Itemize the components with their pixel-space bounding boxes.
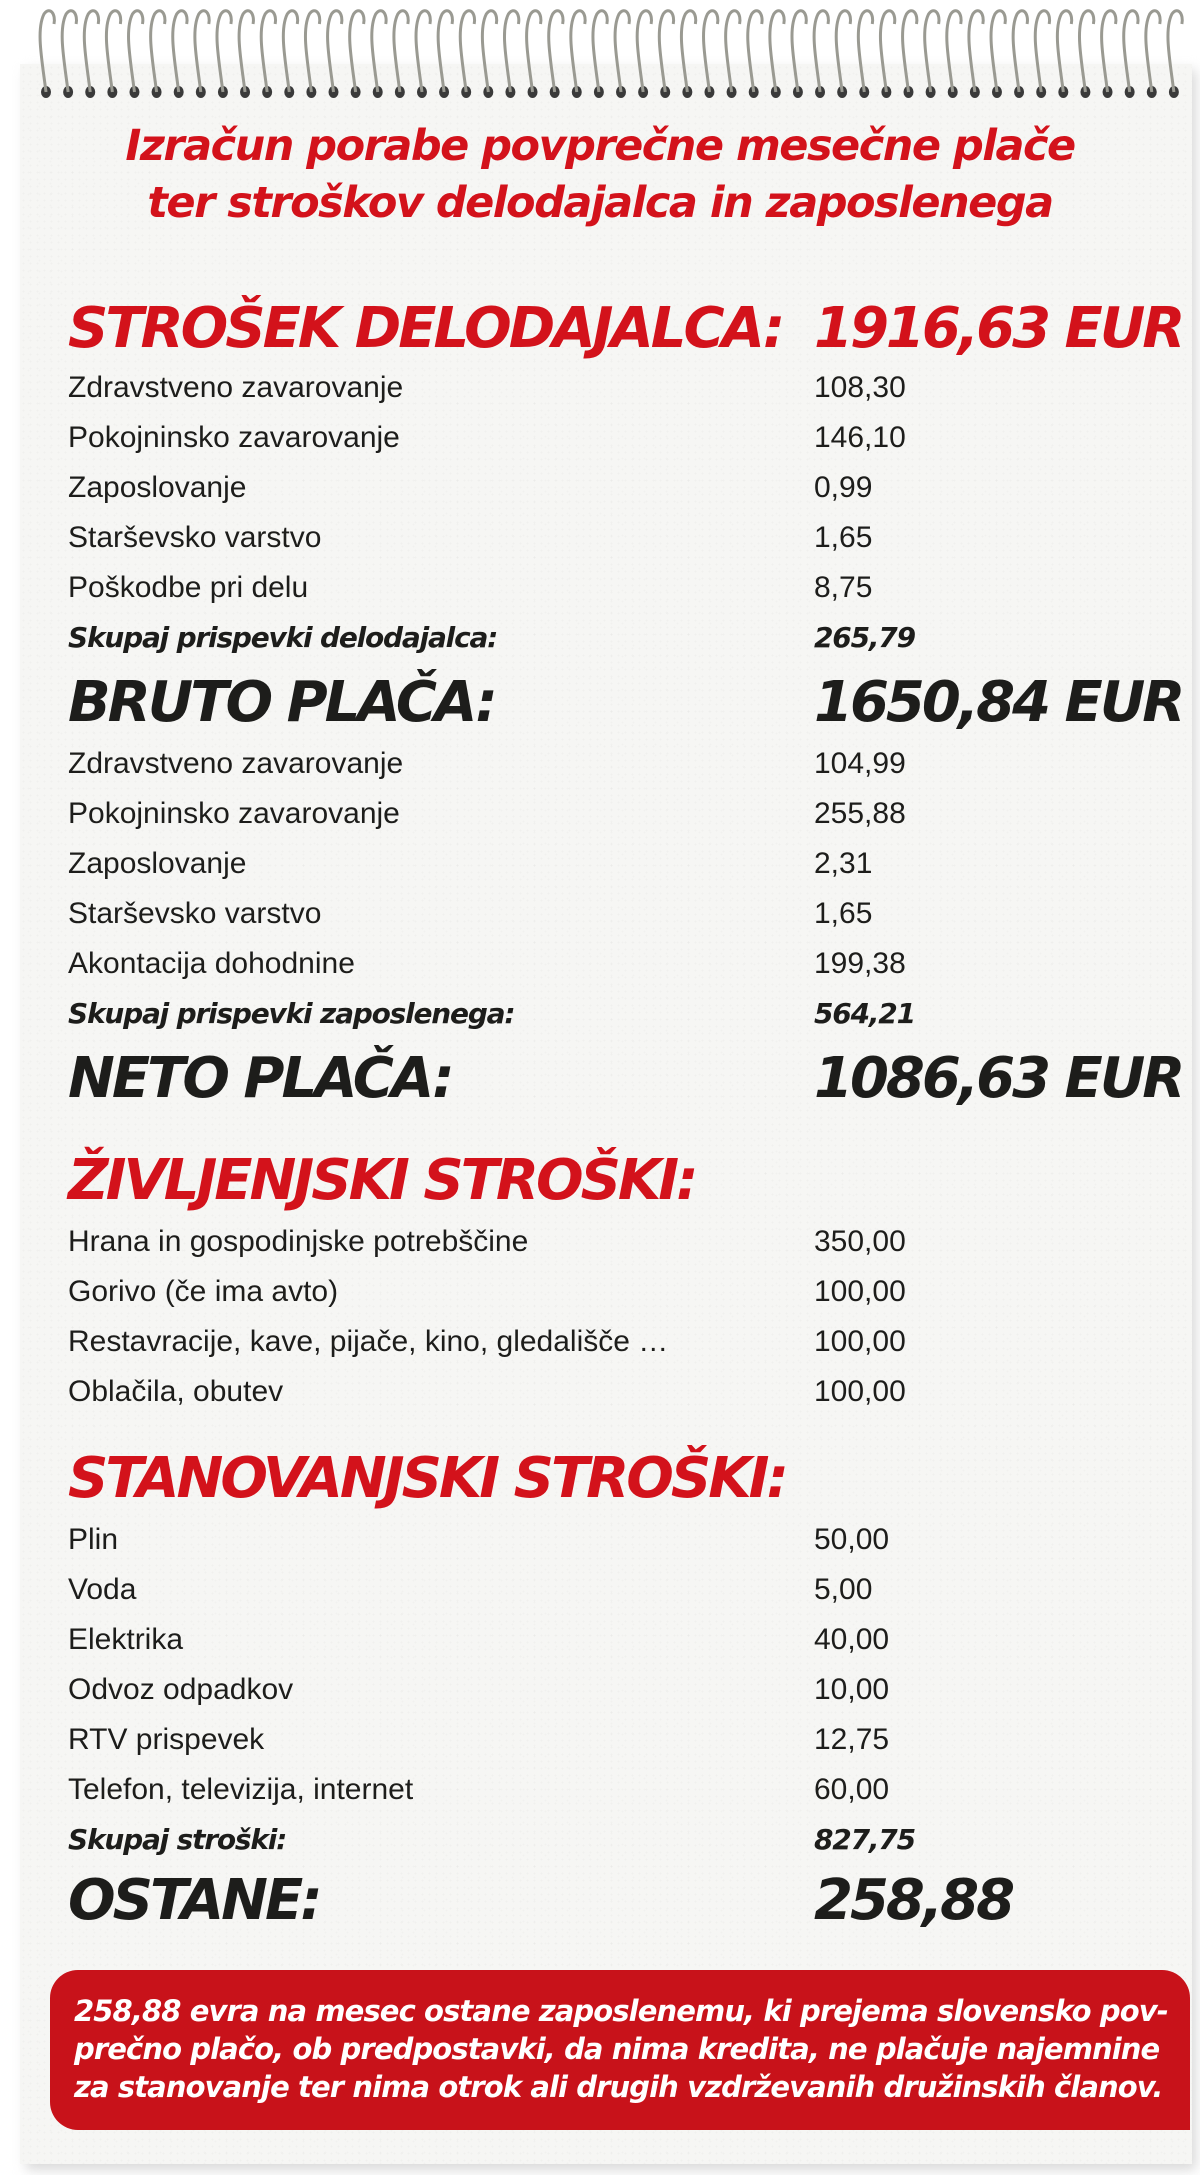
item-label: Gorivo (če ima avto) [68, 1275, 339, 1308]
binding-coil [195, 11, 209, 92]
subtotal-label: Skupaj stroški: [68, 1823, 287, 1856]
item-value: 1,65 [814, 521, 873, 554]
list-item [68, 744, 1178, 784]
title-line-1: Izračun porabe povprečne mesečne plače [125, 121, 1075, 171]
binding-coil [129, 11, 143, 92]
item-label: Pokojninsko zavarovanje [68, 797, 400, 830]
item-value: 2,31 [814, 847, 873, 880]
item-value: 100,00 [814, 1375, 906, 1408]
remaining-label: OSTANE: [68, 1868, 320, 1933]
binding-coil [1013, 11, 1027, 92]
item-value: 350,00 [814, 1225, 906, 1258]
note-line-2: prečno plačo, ob predpostavki, da nima kredita, ne plačuje najemnine [74, 2032, 1160, 2066]
gross-salary-header [68, 670, 1183, 736]
item-value: 1,65 [814, 897, 873, 930]
binding-coil [792, 11, 806, 92]
subtotal-label: Skupaj prispevki delodajalca: [68, 621, 498, 654]
binding-coil [1168, 11, 1182, 92]
binding-coil [416, 11, 430, 92]
binding-coil [770, 11, 784, 92]
spiral-binding [30, 0, 1200, 110]
summary-note [50, 1970, 1190, 2130]
item-label: Starševsko varstvo [68, 521, 322, 554]
subtotal-value: 265,79 [814, 621, 915, 654]
list-item [68, 1670, 1178, 1710]
binding-coil [283, 11, 297, 92]
item-label: RTV prispevek [68, 1723, 265, 1756]
housing-costs-header [68, 1446, 1178, 1512]
item-value: 255,88 [814, 797, 906, 830]
list-item [68, 518, 1178, 558]
list-item [68, 794, 1178, 834]
binding-coil [84, 11, 98, 92]
binding-coil [637, 11, 651, 92]
binding-coil [460, 11, 474, 92]
binding-coil [394, 11, 408, 92]
list-item [68, 1520, 1178, 1560]
item-value: 12,75 [814, 1723, 890, 1756]
list-item [68, 944, 1178, 984]
item-value: 199,38 [814, 947, 906, 980]
item-label: Elektrika [68, 1623, 184, 1656]
item-value: 40,00 [814, 1623, 890, 1656]
binding-coil [991, 11, 1005, 92]
item-label: Zaposlovanje [68, 471, 247, 504]
list-item [68, 1272, 1178, 1312]
binding-coil [482, 11, 496, 92]
binding-coil [836, 11, 850, 92]
employee-subtotal [68, 994, 1178, 1034]
binding-coil [527, 11, 541, 92]
item-label: Hrana in gospodinjske potrebščine [68, 1225, 529, 1258]
item-value: 50,00 [814, 1523, 890, 1556]
item-value: 146,10 [814, 421, 906, 454]
page-title [0, 118, 1200, 232]
binding-coil [151, 11, 165, 92]
binding-coil [858, 11, 872, 92]
binding-coil [62, 11, 76, 92]
list-item [68, 1222, 1178, 1262]
binding-coil [814, 11, 828, 92]
net-salary-label: NETO PLAČA: [68, 1046, 452, 1111]
item-value: 100,00 [814, 1325, 906, 1358]
living-costs-header [68, 1148, 1178, 1214]
binding-coil [571, 11, 585, 92]
item-label: Restavracije, kave, pijače, kino, gledališče … [68, 1325, 669, 1358]
binding-coil [350, 11, 364, 92]
binding-coil [615, 11, 629, 92]
costs-subtotal [68, 1820, 1178, 1860]
note-line-3: za stanovanje ter nima otrok ali drugih vzdrževanih družinskih članov. [74, 2070, 1163, 2104]
subtotal-label: Skupaj prispevki zaposlenega: [68, 997, 515, 1030]
note-line-1: 258,88 evra na mesec ostane zaposlenemu, ki prejema slovensko pov- [74, 1994, 1168, 2028]
item-label: Pokojninsko zavarovanje [68, 421, 400, 454]
binding-coil [1035, 11, 1049, 92]
item-value: 0,99 [814, 471, 873, 504]
employer-subtotal [68, 618, 1178, 658]
binding-coil [726, 11, 740, 92]
binding-coil [1124, 11, 1138, 92]
employer-cost-total: 1916,63 EUR [814, 296, 1183, 361]
binding-coil [593, 11, 607, 92]
remaining-total: 258,88 [814, 1868, 1013, 1933]
binding-coil [504, 11, 518, 92]
net-salary-header [68, 1046, 1183, 1112]
binding-coil [947, 11, 961, 92]
list-item [68, 1620, 1178, 1660]
item-value: 104,99 [814, 747, 906, 780]
item-value: 60,00 [814, 1773, 890, 1806]
binding-coil [1079, 11, 1093, 92]
item-label: Odvoz odpadkov [68, 1673, 294, 1706]
binding-coil [903, 11, 917, 92]
item-value: 8,75 [814, 571, 873, 604]
binding-coil [305, 11, 319, 92]
item-label: Akontacija dohodnine [68, 947, 355, 980]
net-salary-total: 1086,63 EUR [814, 1046, 1183, 1111]
item-label: Starševsko varstvo [68, 897, 322, 930]
gross-salary-label: BRUTO PLAČA: [68, 670, 495, 735]
title-line-2: ter stroškov delodajalca in zaposlenega [147, 178, 1053, 228]
item-label: Zaposlovanje [68, 847, 247, 880]
list-item [68, 368, 1178, 408]
binding-coil [328, 11, 342, 92]
item-value: 108,30 [814, 371, 906, 404]
binding-coil [372, 11, 386, 92]
binding-coil [1146, 11, 1160, 92]
list-item [68, 1570, 1178, 1610]
binding-coil [40, 11, 54, 92]
employer-cost-label: STROŠEK DELODAJALCA: [68, 296, 783, 361]
housing-costs-label: STANOVANJSKI STROŠKI: [68, 1446, 786, 1511]
item-label: Zdravstveno zavarovanje [68, 747, 404, 780]
binding-coil [1057, 11, 1071, 92]
binding-coil [681, 11, 695, 92]
list-item [68, 1720, 1178, 1760]
list-item [68, 468, 1178, 508]
binding-coil [239, 11, 253, 92]
list-item [68, 1770, 1178, 1810]
list-item [68, 894, 1178, 934]
list-item [68, 568, 1178, 608]
employer-cost-header [68, 296, 1183, 362]
item-value: 5,00 [814, 1573, 873, 1606]
list-item [68, 1372, 1178, 1412]
binding-coil [748, 11, 762, 92]
list-item [68, 1322, 1178, 1362]
item-label: Plin [68, 1523, 119, 1556]
binding-coil [925, 11, 939, 92]
item-label: Oblačila, obutev [68, 1375, 284, 1408]
item-value: 10,00 [814, 1673, 890, 1706]
binding-coil [880, 11, 894, 92]
binding-coil [549, 11, 563, 92]
binding-coil [261, 11, 275, 92]
item-label: Telefon, televizija, internet [68, 1773, 414, 1806]
binding-coil [704, 11, 718, 92]
item-label: Poškodbe pri delu [68, 571, 309, 604]
binding-coil [659, 11, 673, 92]
gross-salary-total: 1650,84 EUR [814, 670, 1183, 735]
list-item [68, 844, 1178, 884]
item-label: Voda [68, 1573, 137, 1606]
living-costs-label: ŽIVLJENJSKI STROŠKI: [68, 1148, 696, 1213]
binding-coil [217, 11, 231, 92]
binding-coil [438, 11, 452, 92]
item-value: 100,00 [814, 1275, 906, 1308]
binding-coil [969, 11, 983, 92]
subtotal-value: 827,75 [814, 1823, 915, 1856]
item-label: Zdravstveno zavarovanje [68, 371, 404, 404]
remaining-header [68, 1868, 1178, 1934]
binding-coil [106, 11, 120, 92]
subtotal-value: 564,21 [814, 997, 915, 1030]
binding-coil [173, 11, 187, 92]
list-item [68, 418, 1178, 458]
binding-coil [1102, 11, 1116, 92]
